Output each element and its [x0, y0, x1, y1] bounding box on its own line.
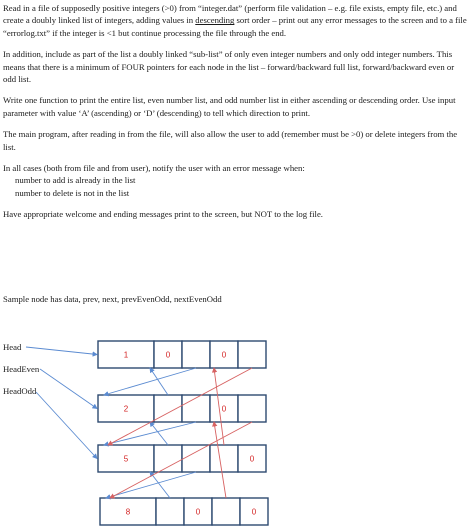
label-head-odd: HeadOdd	[3, 386, 37, 396]
prev-pointer-arrow	[150, 472, 170, 498]
node-pointer-cell	[182, 395, 210, 422]
null-pointer-value: 0	[221, 404, 227, 414]
paragraph-main-program: The main program, after reading in from the file, will also allow the user to add (remember must be >0) or delete integers from the list.	[3, 129, 458, 152]
next-pointer-arrow	[104, 422, 196, 445]
prev-pointer-arrow	[150, 368, 168, 395]
node-pointer-cell	[182, 341, 210, 368]
null-pointer-value: 0	[249, 454, 255, 464]
node-pointer-cell	[238, 395, 266, 422]
p1-text-b: sort order – print out any error messages to the screen and to a file “errorlog.txt” if the integer is <1 but continue processing the file through the end.	[3, 15, 467, 38]
node-pointer-cell	[154, 445, 182, 472]
label-head-even: HeadEven	[3, 364, 40, 374]
null-pointer-value: 0	[251, 507, 257, 517]
node-pointer-cell	[210, 445, 238, 472]
head-even-arrow	[40, 369, 97, 409]
node-pointer-cell	[156, 498, 184, 525]
null-pointer-value: 0	[221, 350, 227, 360]
diagram-caption: Sample node has data, prev, next, prevEvenOdd, nextEvenOdd	[3, 294, 222, 304]
next-pointer-arrow	[104, 368, 196, 395]
node-value: 8	[125, 507, 131, 517]
null-pointer-value: 0	[195, 507, 201, 517]
error-case-item: number to add is already in the list	[15, 175, 136, 186]
head-arrow	[26, 347, 97, 355]
node-pointer-cell	[212, 498, 240, 525]
paragraph-print-function: Write one function to print the entire list, even number list, and odd number list in either ascending or descending order. Use input parameter with value ‘A’ (ascending) or ‘D’ (descending) to tell which direction to print.	[3, 95, 456, 118]
node-value: 5	[123, 454, 129, 464]
paragraph-sublist: In addition, include as part of the list a doubly linked “sub-list” of only even integer numbers and only odd integer numbers. This means that there is a minimum of FOUR pointers for each node in the list – forward/backward full list, forward/backward even or odd list.	[3, 49, 455, 85]
node-value: 1	[123, 350, 129, 360]
paragraph-messages: Have appropriate welcome and ending messages print to the screen, but NOT to the log file.	[3, 209, 323, 220]
node-pointer-cell	[182, 445, 210, 472]
paragraph-error-cases: In all cases (both from file and from user), notify the user with an error message when:	[3, 163, 305, 174]
null-pointer-value: 0	[165, 350, 171, 360]
node-pointer-cell	[238, 341, 266, 368]
error-case-item: number to delete is not in the list	[15, 187, 130, 198]
prev-pointer-arrow	[150, 422, 168, 445]
node-value: 2	[123, 404, 129, 414]
p1-text-a: Read in a file of supposedly positive integers (>0) from “integer.dat” (perform file validation – e.g. file exists, empty file, etc.) and create a doubly linked list of integers, adding values in	[3, 3, 457, 26]
p1-underlined-word: descending	[195, 15, 235, 26]
label-head: Head	[3, 342, 22, 352]
